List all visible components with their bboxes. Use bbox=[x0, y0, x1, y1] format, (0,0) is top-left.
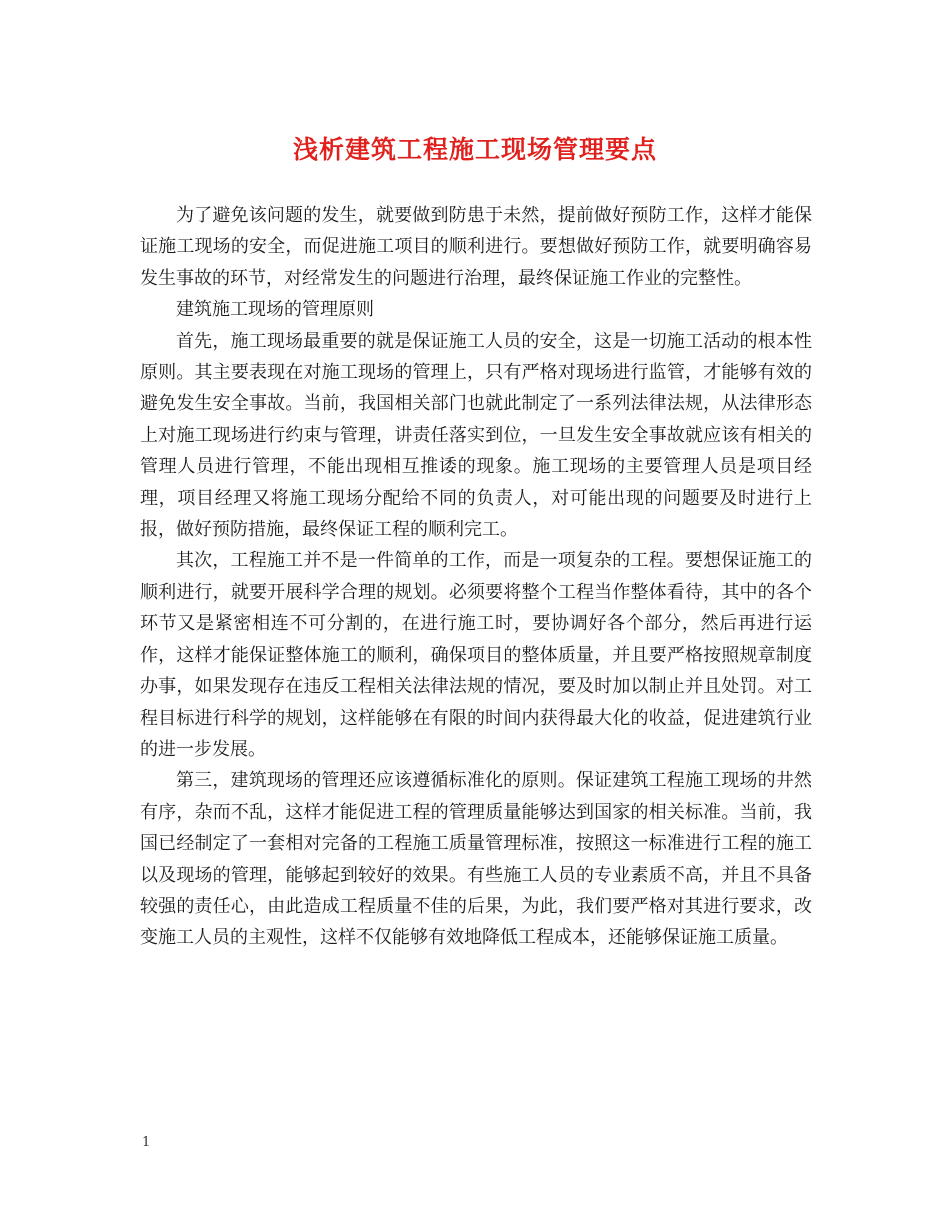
paragraph-third-principle: 第三，建筑现场的管理还应该遵循标准化的原则。保证建筑工程施工现场的井然有序，杂而不乱，这样才能促进工程的管理质量能够达到国家的相关标准。当前，我国已经制定了一套相对完备的工程施工质量管理标准，按照这一标准进行工程的施工以及现场的管理，能够起到较好的效果。有些施工人员的专业素质不高，并且不具备较强的责任心，由此造成工程质量不佳的后果，为此，我们要严格对其进行要求，改变施工人员的主观性，这样不仅能够有效地降低工程成本，还能够保证施工质量。 bbox=[140, 770, 812, 949]
paragraph-intro: 为了避免该问题的发生，就要做到防患于未然，提前做好预防工作，这样才能保证施工现场的安全，而促进施工项目的顺利进行。要想做好预防工作，就要明确容易发生事故的环节，对经常发生的问题进行治理，最终保证施工作业的完整性。 bbox=[140, 205, 812, 289]
document-body bbox=[140, 200, 812, 954]
section-heading: 建筑施工现场的管理原则 bbox=[176, 299, 374, 321]
page-number: 1 bbox=[142, 1135, 151, 1150]
document-title: 浅析建筑工程施工现场管理要点 bbox=[292, 135, 657, 164]
paragraph-first-principle: 首先，施工现场最重要的就是保证施工人员的安全，这是一切施工活动的根本性原则。其主要表现在对施工现场的管理上，只有严格对现场进行监管，才能够有效的避免发生安全事故。当前，我国相关部门也就此制定了一系列法律法规，从法律形态上对施工现场进行约束与管理，讲责任落实到位，一旦发生安全事故就应该有相关的管理人员进行管理，不能出现相互推诿的现象。施工现场的主要管理人员是项目经理，项目经理又将施工现场分配给不同的负责人，对可能出现的问题要及时进行上报，做好预防措施，最终保证工程的顺利完工。 bbox=[140, 330, 812, 541]
paragraph-second-principle: 其次，工程施工并不是一件简单的工作，而是一项复杂的工程。要想保证施工的顺利进行，就要开展科学合理的规划。必须要将整个工程当作整体看待，其中的各个环节又是紧密相连不可分割的，在进行施工时，要协调好各个部分，然后再进行运作，这样才能保证整体施工的顺利，确保项目的整体质量，并且要严格按照规章制度办事，如果发现存在违反工程相关法律法规的情况，要及时加以制止并且处罚。对工程目标进行科学的规划，这样能够在有限的时间内获得最大化的收益，促进建筑行业的进一步发展。 bbox=[140, 550, 812, 760]
